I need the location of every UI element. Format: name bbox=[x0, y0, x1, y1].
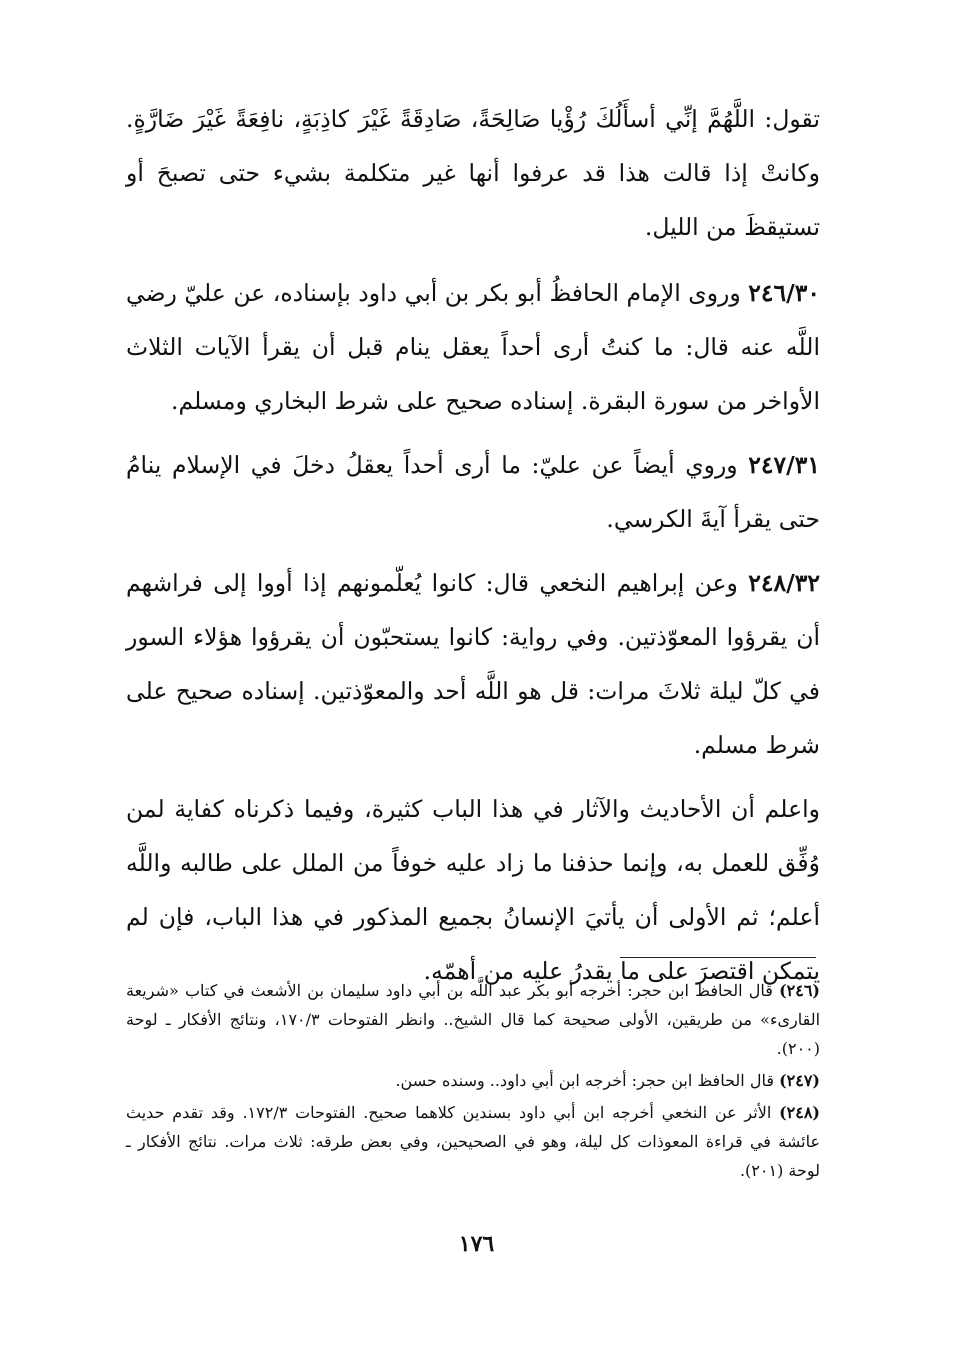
hadith-number-32: ٢٤٨/٣٢ bbox=[748, 569, 820, 597]
page-number: ١٧٦ bbox=[458, 1231, 495, 1257]
footnote-248 bbox=[126, 1098, 820, 1185]
paragraph-31-text: وروي أيضاً عن عليّ: ما أرى أحداً يعقلُ دخلَ في الإسلام ينامُ حتى يقرأ آيةَ الكرسي. bbox=[126, 451, 820, 533]
footnotes bbox=[126, 976, 820, 1188]
footnote-246-text: قال الحافظ ابن حجر: أخرجه أبو بكر عبد اللَّه بن أبي داود سليمان بن الأشعث في كتاب «شريعة القارىء» من طريقين، الأولى صحيحة كما قال الشيخ.. وانظر الفتوحات ١٧٠/٣، ونتائج الأفكار ـ لوحة (٢٠٠). bbox=[126, 981, 821, 1058]
footnote-247 bbox=[126, 1066, 820, 1095]
footnote-248-ref: (٢٤٨) bbox=[779, 1103, 820, 1122]
footnote-246 bbox=[126, 976, 820, 1063]
footnote-247-ref: (٢٤٧) bbox=[779, 1071, 820, 1090]
footnote-separator bbox=[620, 957, 816, 958]
footnote-248-text: الأثر عن النخعي أخرجه ابن أبي داود بسندين كلاهما صحيح. الفتوحات ١٧٢/٣. وقد تقدم حديث عائشة في قراءة المعوذات كل ليلة، وهو في الصحيحين، وفي بعض طرقه: ثلاث مرات. نتائج الأفكار ـ لوحة (٢٠١). bbox=[126, 1103, 820, 1180]
paragraph-closing: واعلم أن الأحاديث والآثار في هذا الباب كثيرة، وفيما ذكرناه كفاية لمن وُفِّق للعمل به، وإنما حذفنا ما زاد عليه خوفاً من الملل على طالبه واللَّه أعلم؛ ثم الأولى أن يأتيَ الإنسانُ بجميع المذكور في هذا الباب، فإن لم يتمكن اقتصرَ على ما يقدرُ عليه من أهمّه. bbox=[126, 795, 820, 985]
paragraph-30-text: وروى الإمام الحافظُ أبو بكر بن أبي داود بإسناده، عن عليّ رضي اللَّه عنه قال: ما كنتُ أرى أحداً يعقل ينام قبل أن يقرأ الآيات الثلاث الأواخر من سورة البقرة. إسناده صحيح على شرط البخاري ومسلم. bbox=[126, 279, 820, 415]
footnote-247-text: قال الحافظ ابن حجر: أخرجه ابن أبي داود.. وسنده حسن. bbox=[395, 1071, 774, 1090]
paragraph-intro: تقول: اللَّهُمَّ إنِّي أسأَلُكَ رُؤْيا صَالِحَةً، صَادِقَةً غَيْرَ كاذِبَةٍ، نافِعَةً غَيْرَ ضَارَّةٍ. وكانتْ إذا قالت هذا قد عرفوا أنها غير متكلمة بشيء حتى تصبحَ أو تستيقظَ من الليل. bbox=[126, 105, 820, 241]
footnote-246-ref: (٢٤٦) bbox=[779, 981, 820, 1000]
paragraph-32-text: وعن إبراهيم النخعي قال: كانوا يُعلّمونهم إذا أووا إلى فراشهم أن يقرؤوا المعوّذتين. وفي رواية: كانوا يستحبّون أن يقرؤوا هؤلاء السور في كلّ ليلة ثلاثَ مرات: قل هو اللَّه أحد والمعوّذتين. إسناده صحيح على شرط مسلم. bbox=[126, 569, 820, 759]
hadith-number-30: ٢٤٦/٣٠ bbox=[748, 279, 820, 307]
paragraph-31 bbox=[126, 438, 820, 546]
main-text bbox=[126, 92, 820, 1008]
hadith-number-31: ٢٤٧/٣١ bbox=[748, 451, 820, 479]
paragraph-30 bbox=[126, 266, 820, 428]
paragraph-32 bbox=[126, 556, 820, 772]
